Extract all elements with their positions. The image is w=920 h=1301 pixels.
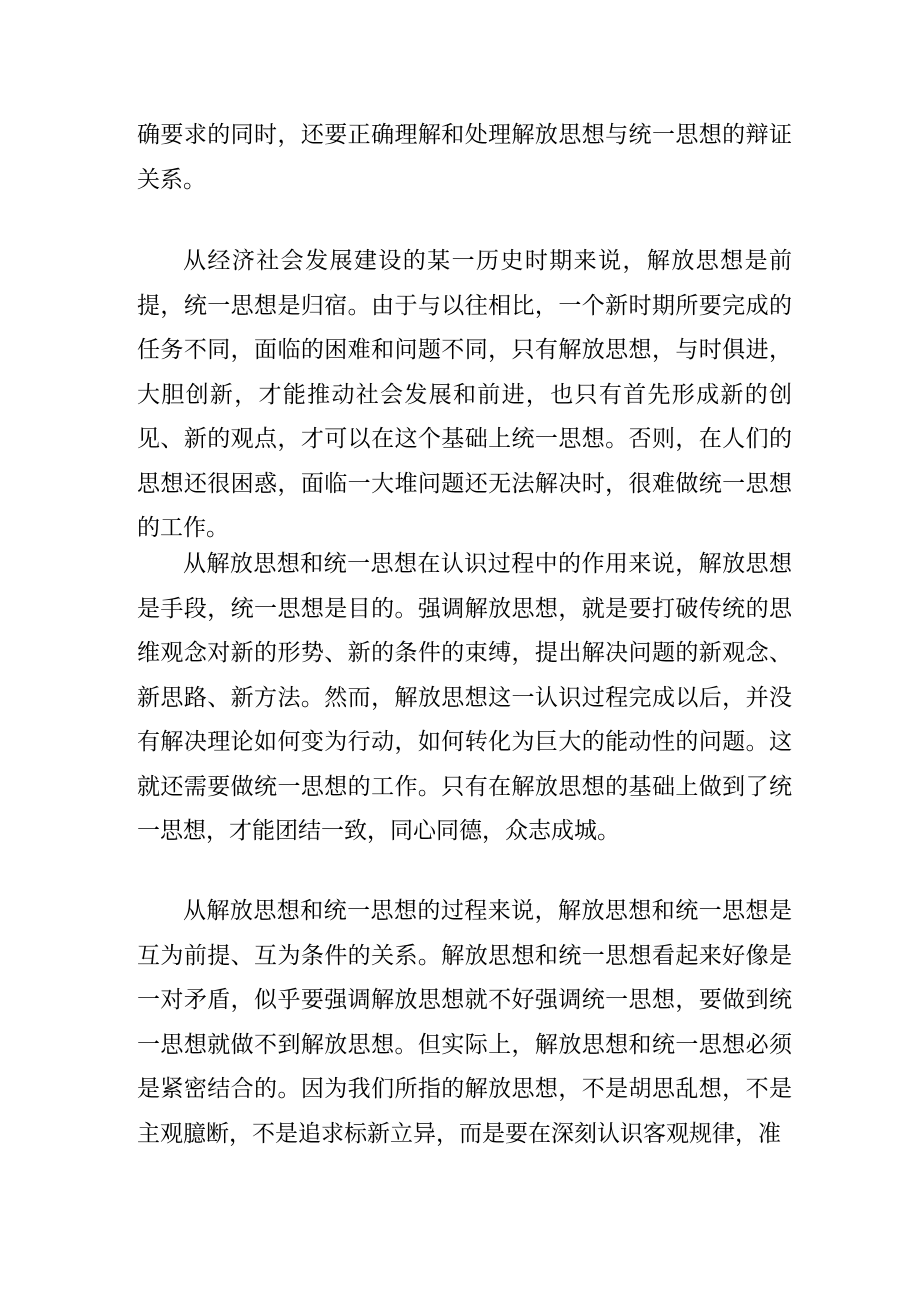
- paragraph-3: 从解放思想和统一思想在认识过程中的作用来说，解放思想是手段，统一思想是目的。强调解放思想，就是要打破传统的思维观念对新的形势、新的条件的束缚，提出解决问题的新观念、新思路、新方法。然而，解放思想这一认识过程完成以后，并没有解决理论如何变为行动，如何转化为巨大的能动性的问题。这就还需要做统一思想的工作。只有在解放思想的基础上做到了统一思想，才能团结一致，同心同德，众志成城。: [137, 551, 792, 844]
- paragraph-2: 从经济社会发展建设的某一历史时期来说，解放思想是前提，统一思想是归宿。由于与以往相比，一个新时期所要完成的任务不同，面临的困难和问题不同，只有解放思想，与时俱进，大胆创新，才能推动社会发展和前进，也只有首先形成新的创见、新的观点，才可以在这个基础上统一思想。否则，在人们的思想还很困惑，面临一大堆问题还无法解决时，很难做统一思想的工作。: [137, 248, 792, 541]
- paragraph-4: 从解放思想和统一思想的过程来说，解放思想和统一思想是互为前提、互为条件的关系。解放思想和统一思想看起来好像是一对矛盾，似乎要强调解放思想就不好强调统一思想，要做到统一思想就做不到解放思想。但实际上，解放思想和统一思想必须是紧密结合的。因为我们所指的解放思想，不是胡思乱想，不是主观臆断，不是追求标新立异，而是要在深刻认识客观规律，准: [137, 898, 792, 1147]
- paragraph-1: 确要求的同时，还要正确理解和处理解放思想与统一思想的辩证关系。: [137, 122, 792, 193]
